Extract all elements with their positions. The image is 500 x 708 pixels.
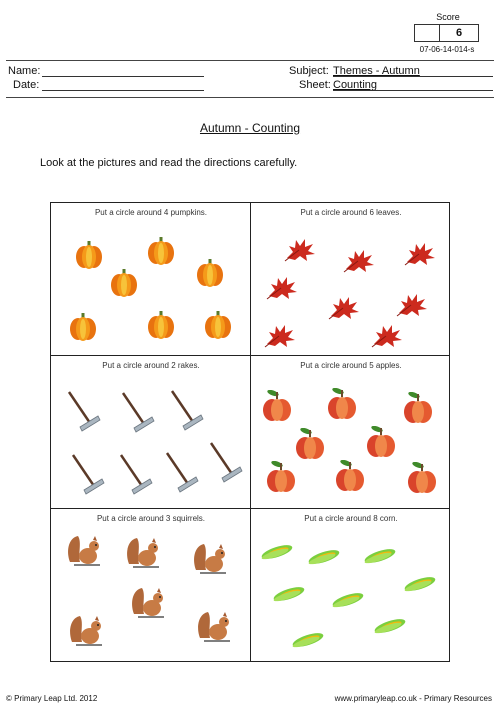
rake-icon[interactable]: [118, 452, 154, 503]
header-top-rule: [6, 60, 494, 61]
pumpkin-icon[interactable]: [69, 312, 97, 347]
apple-icon[interactable]: [366, 426, 396, 463]
date-field[interactable]: [42, 77, 204, 91]
subject-underline: [333, 63, 493, 77]
subject-value: Themes - Autumn: [333, 65, 420, 77]
score-value: 6: [439, 24, 479, 42]
apple-icon[interactable]: [403, 392, 433, 429]
cell-instruction: Put a circle around 6 leaves.: [300, 208, 402, 217]
rake-icon[interactable]: [208, 440, 244, 491]
apple-icon[interactable]: [407, 462, 437, 499]
sheet-value: Counting: [333, 79, 378, 91]
squirrel-icon[interactable]: [192, 540, 230, 581]
leaf-icon[interactable]: [265, 274, 299, 305]
squirrel-icon[interactable]: [66, 532, 104, 573]
apple-icon[interactable]: [266, 461, 296, 498]
apple-icon[interactable]: [327, 388, 357, 425]
corn-icon[interactable]: [290, 630, 328, 655]
rake-icon[interactable]: [164, 450, 200, 501]
cell-instruction: Put a circle around 2 rakes.: [102, 361, 200, 370]
corn-icon[interactable]: [330, 590, 368, 615]
name-label: Name:: [8, 65, 41, 77]
leaf-icon[interactable]: [370, 322, 404, 353]
cell-instruction: Put a circle around 8 corn.: [304, 514, 398, 523]
leaf-icon[interactable]: [342, 247, 376, 278]
score-entry-box[interactable]: [414, 24, 440, 42]
pumpkin-icon[interactable]: [110, 268, 138, 303]
pumpkin-icon[interactable]: [75, 240, 103, 275]
apple-icon[interactable]: [295, 428, 325, 465]
sheet-label: Sheet:: [299, 79, 331, 91]
pumpkin-icon[interactable]: [204, 310, 232, 345]
squirrel-icon[interactable]: [130, 584, 168, 625]
corn-icon[interactable]: [259, 542, 297, 567]
corn-icon[interactable]: [362, 546, 400, 571]
corn-icon[interactable]: [372, 616, 410, 641]
leaf-icon[interactable]: [403, 240, 437, 271]
squirrel-icon[interactable]: [125, 534, 163, 575]
squirrel-icon[interactable]: [68, 612, 106, 653]
apple-icon[interactable]: [262, 390, 292, 427]
score-label: Score: [436, 12, 460, 22]
leaf-icon[interactable]: [283, 236, 317, 267]
leaf-icon[interactable]: [395, 291, 429, 322]
name-field[interactable]: [42, 63, 204, 77]
apple-icon[interactable]: [335, 460, 365, 497]
sheet-code: 07-06-14-014-s: [419, 45, 475, 54]
rake-icon[interactable]: [120, 390, 156, 441]
pumpkin-icon[interactable]: [147, 236, 175, 271]
pumpkin-icon[interactable]: [196, 258, 224, 293]
sheet-underline: [333, 77, 493, 91]
date-label: Date:: [13, 79, 40, 91]
cell-instruction: Put a circle around 5 apples.: [300, 361, 402, 370]
leaf-icon[interactable]: [327, 294, 361, 325]
footer-copyright: © Primary Leap Ltd. 2012: [6, 694, 98, 703]
pumpkin-icon[interactable]: [147, 310, 175, 345]
leaf-icon[interactable]: [263, 322, 297, 353]
cell-instruction: Put a circle around 4 pumpkins.: [94, 208, 208, 217]
corn-icon[interactable]: [306, 547, 344, 572]
worksheet-title: Autumn - Counting: [199, 121, 301, 135]
squirrel-icon[interactable]: [196, 608, 234, 649]
rake-icon[interactable]: [169, 388, 205, 439]
corn-icon[interactable]: [402, 574, 440, 599]
corn-icon[interactable]: [271, 584, 309, 609]
subject-label: Subject:: [289, 65, 329, 77]
footer-site: www.primaryleap.co.uk - Primary Resources: [334, 694, 492, 703]
rake-icon[interactable]: [66, 389, 102, 440]
rake-icon[interactable]: [70, 452, 106, 503]
header-bottom-rule: [6, 97, 494, 98]
instructions: Look at the pictures and read the directions carefully.: [40, 157, 298, 169]
cell-instruction: Put a circle around 3 squirrels.: [96, 514, 206, 523]
